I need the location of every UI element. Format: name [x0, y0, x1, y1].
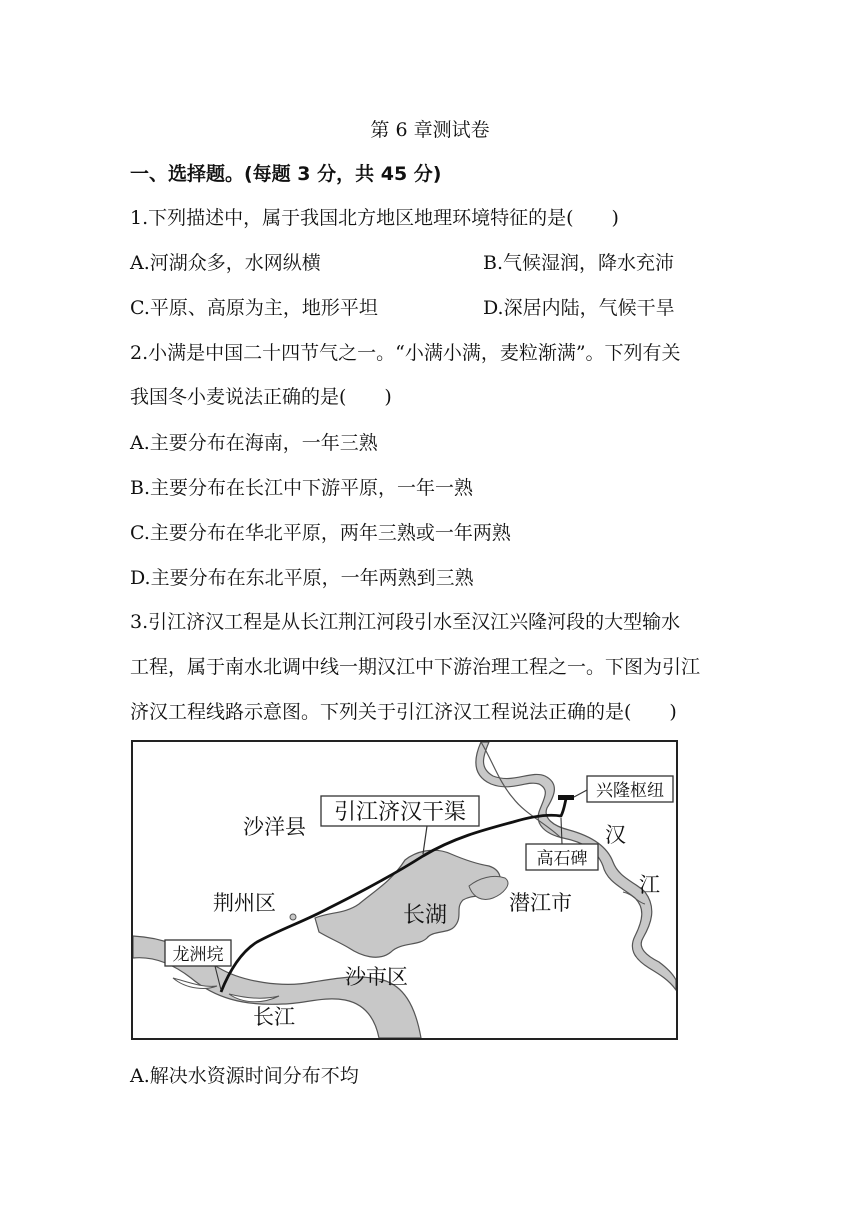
shayang-label: 沙洋县: [243, 815, 306, 839]
question-1-option-d[interactable]: D.深居内陆，气候干旱: [483, 297, 675, 319]
question-2-stem-line-1: 2.小满是中国二十四节气之一。“小满小满，麦粒渐满”。下列有关: [130, 342, 681, 364]
xinglong-label: 兴隆枢纽: [596, 781, 664, 801]
changhu-label: 长湖: [403, 903, 448, 928]
section-heading: 一、选择题。(每题 3 分，共 45 分): [130, 163, 442, 185]
qianjiang-label: 潜江市: [509, 891, 572, 915]
xinglong-hub-marker: [558, 795, 574, 800]
question-1-option-b[interactable]: B.气候湿润，降水充沛: [483, 252, 675, 274]
question-1-option-c[interactable]: C.平原、高原为主，地形平坦: [130, 297, 378, 319]
question-1-option-a[interactable]: A.河湖众多，水网纵横: [130, 252, 321, 274]
question-2-stem-line-2: 我国冬小麦说法正确的是( ): [130, 386, 392, 408]
jiang-label: 江: [639, 873, 660, 897]
question-1-stem: 1.下列描述中，属于我国北方地区地理环境特征的是( ): [130, 207, 619, 229]
question-2-option-c[interactable]: C.主要分布在华北平原，两年三熟或一年两熟: [130, 522, 511, 544]
question-3-stem-line-2: 工程，属于南水北调中线一期汉江中下游治理工程之一。下图为引江: [130, 656, 701, 678]
canal-route-map: [131, 740, 678, 1040]
canal-label-box: [321, 796, 479, 854]
question-2-option-d[interactable]: D.主要分布在东北平原，一年两熟到三熟: [130, 567, 474, 589]
canal-label: 引江济汉干渠: [333, 800, 467, 825]
shashi-label: 沙市区: [345, 965, 408, 989]
question-3-stem-line-3: 济汉工程线路示意图。下列关于引江济汉工程说法正确的是( ): [130, 701, 677, 723]
han-label: 汉: [605, 823, 626, 847]
question-3-stem-line-1: 3.引江济汉工程是从长江荆江河段引水至汉江兴隆河段的大型输水: [130, 611, 681, 633]
xinglong-label-box: [574, 776, 673, 802]
question-2-option-b[interactable]: B.主要分布在长江中下游平原，一年一熟: [130, 477, 474, 499]
jingzhou-label: 荆州区: [213, 891, 276, 915]
changjiang-label: 长江: [253, 1005, 295, 1029]
longzhou-label: 龙洲垸: [172, 945, 224, 965]
gaoshibei-label-box: [526, 818, 598, 870]
page-title: 第 6 章测试卷: [370, 119, 490, 141]
question-2-option-a[interactable]: A.主要分布在海南，一年三熟: [130, 432, 378, 454]
gaoshibei-label: 高石碑: [536, 849, 588, 869]
small-pond: [290, 914, 296, 920]
map-drawing: [133, 742, 676, 1038]
question-3-option-a[interactable]: A.解决水资源时间分布不均: [130, 1065, 359, 1087]
